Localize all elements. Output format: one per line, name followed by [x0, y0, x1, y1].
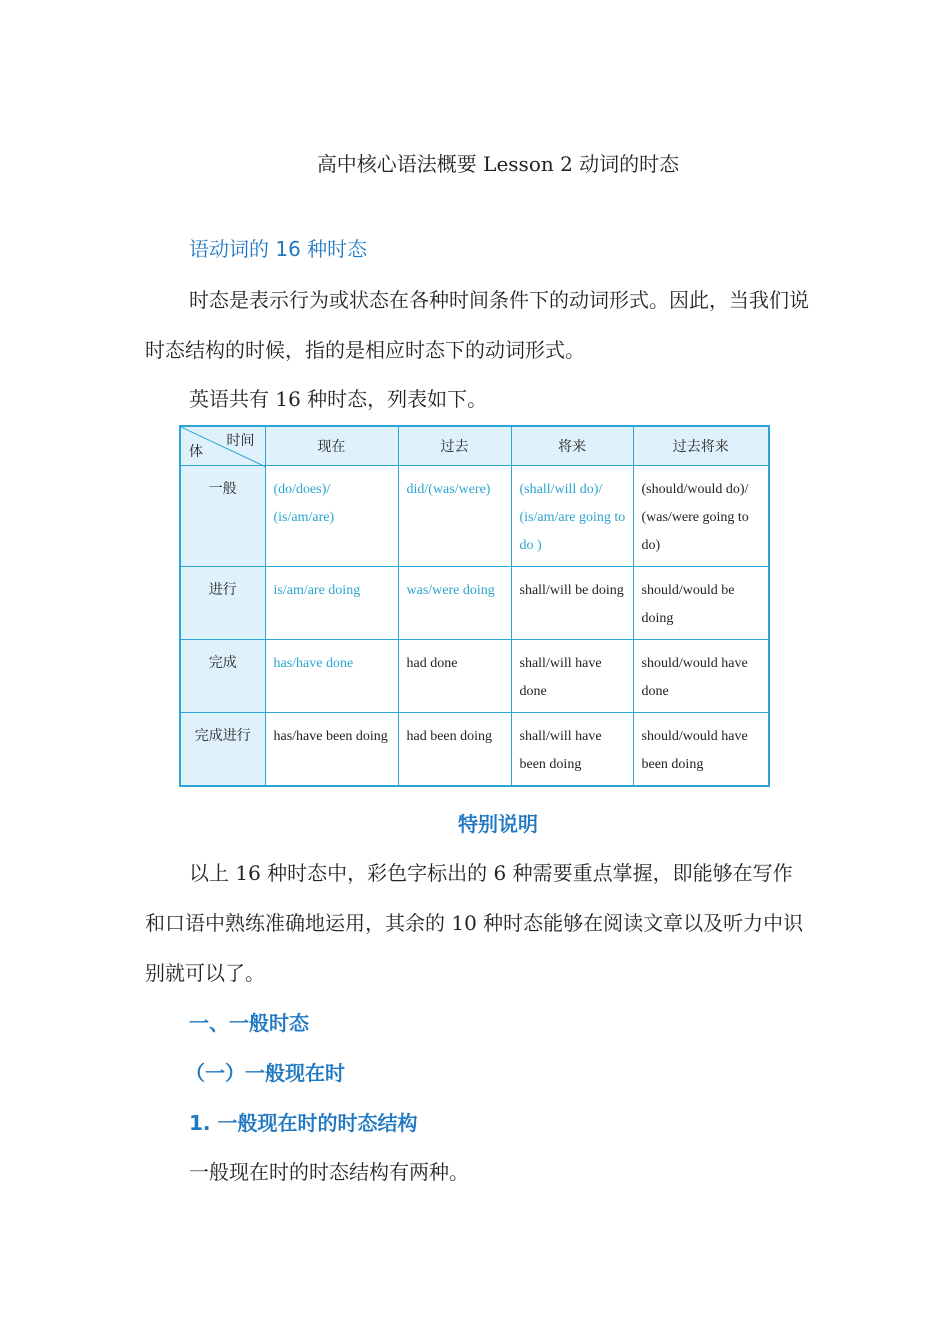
table-cell: should/would be doing: [633, 567, 769, 640]
table-row: [180, 466, 769, 567]
table-cell: (do/does)/ (is/am/are): [265, 466, 398, 567]
table-cell: has/have done: [265, 640, 398, 713]
table-cell: shall/will have been doing: [511, 713, 633, 787]
table-cell: (shall/will do)/ (is/am/are going to do ): [511, 466, 633, 567]
table-row: [180, 713, 769, 787]
table-cell: had done: [398, 640, 511, 713]
column-header: 过去将来: [633, 426, 769, 466]
table-cell: should/would have done: [633, 640, 769, 713]
table-cell: was/were doing: [398, 567, 511, 640]
corner-aspect-label: 体: [189, 444, 203, 460]
general-tense-heading: 一、一般时态: [189, 1011, 309, 1035]
table-cell: is/am/are doing: [265, 567, 398, 640]
table-header-row: [180, 426, 769, 466]
table-row: [180, 567, 769, 640]
page-title: 高中核心语法概要 Lesson 2 动词的时态: [316, 152, 680, 176]
corner-time-label: 时间: [226, 433, 255, 449]
column-header: 过去: [398, 426, 511, 466]
table-cell: should/would have been doing: [633, 713, 769, 787]
row-header: 完成进行: [180, 713, 265, 787]
table-row: [180, 640, 769, 713]
column-header: 将来: [511, 426, 633, 466]
table-cell: had been doing: [398, 713, 511, 787]
row-header: 完成: [180, 640, 265, 713]
tense-table: [179, 425, 770, 787]
table-cell: did/(was/were): [398, 466, 511, 567]
row-header: 一般: [180, 466, 265, 567]
table-cell: has/have been doing: [265, 713, 398, 787]
special-paragraph: 以上 16 种时态中，彩色字标出的 6 种需要重点掌握，即能够在写作和口语中熟练准确地运用，其余的 10 种时态能够在阅读文章以及听力中识别就可以了。: [145, 861, 804, 985]
table-cell: (should/would do)/ (was/were going to do): [633, 466, 769, 567]
section-heading: 语动词的 16 种时态: [189, 237, 368, 261]
final-paragraph: 一般现在时的时态结构有两种。: [189, 1160, 469, 1184]
table-cell: shall/will be doing: [511, 567, 633, 640]
table-cell: shall/will have done: [511, 640, 633, 713]
row-header: 进行: [180, 567, 265, 640]
intro-paragraph: 时态是表示行为或状态在各种时间条件下的动词形式。因此，当我们说时态结构的时候，指的是相应时态下的动词形式。: [145, 288, 809, 362]
present-tense-heading: （一）一般现在时: [185, 1061, 345, 1085]
structure-heading: 1. 一般现在时的时态结构: [189, 1111, 418, 1135]
list-intro: 英语共有 16 种时态，列表如下。: [189, 387, 488, 411]
special-heading: 特别说明: [458, 812, 538, 836]
table-corner-cell: [180, 426, 265, 466]
column-header: 现在: [265, 426, 398, 466]
